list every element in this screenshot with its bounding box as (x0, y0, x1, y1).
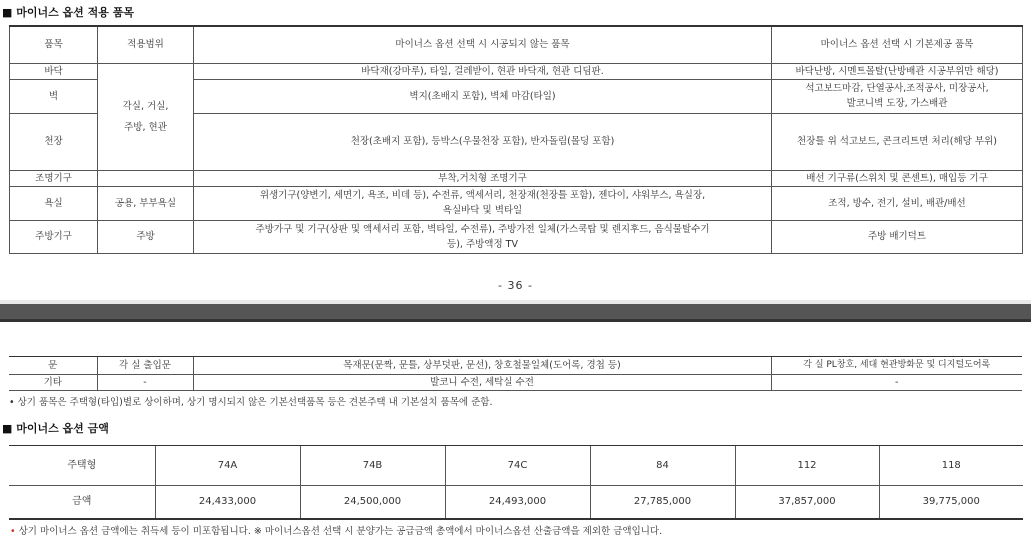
row-provided: 배선 기구류(스위치 및 콘센트), 매입등 기구 (772, 170, 1023, 186)
header-scope: 적용범위 (98, 26, 194, 63)
row-provided: 천장틀 위 석고보드, 콘크리트면 처리(해당 부위) (772, 113, 1023, 170)
header-unit-type: 주택형 (9, 446, 155, 486)
row-provided: 주방 배기덕트 (772, 220, 1023, 253)
price-footnote (10, 523, 662, 537)
table-row (9, 375, 1022, 391)
section-title-minus-option-items: ■ 마이너스 옵션 적용 품목 (2, 6, 134, 19)
row-item: 기타 (9, 375, 97, 391)
minus-option-items-table-continued (9, 356, 1022, 391)
row-provided: 바닥난방, 시멘트몰탈(난방배관 시공부위만 해당) (772, 63, 1023, 79)
amount-74a: 24,433,000 (155, 486, 300, 519)
amount-84: 27,785,000 (590, 486, 735, 519)
table-row (10, 220, 1023, 253)
table-row (10, 63, 1023, 79)
amount-74b: 24,500,000 (300, 486, 445, 519)
row-scope: 공용, 부부욕실 (98, 186, 194, 220)
price-row (9, 486, 1023, 519)
row-excluded: 벽지(초배지 포함), 벽체 마감(타일) (194, 79, 772, 113)
row-provided: 석고보드마감, 단열공사,조적공사, 미장공사, 발코니벽 도장, 가스배관 (772, 79, 1023, 113)
row-item: 문 (9, 357, 97, 375)
type-118: 118 (879, 446, 1023, 486)
row-provided: - (771, 375, 1022, 391)
type-84: 84 (590, 446, 735, 486)
section-title-minus-option-price: ■ 마이너스 옵션 금액 (2, 422, 109, 435)
table-header-row (10, 26, 1023, 63)
row-label-amount: 금액 (9, 486, 155, 519)
row-provided: 각 실 PL창호, 세대 현관방화문 및 디지털도어록 (771, 357, 1022, 375)
row-scope: - (97, 375, 193, 391)
table-row (10, 186, 1023, 220)
row-item: 주방기구 (10, 220, 98, 253)
row-excluded: 위생기구(양변기, 세면기, 욕조, 비데 등), 수전류, 액세서리, 천장재(천장틀 포함), 젠다이, 샤워부스, 욕실장, 욕실바닥 및 벽타일 (194, 186, 772, 220)
page-break-band (0, 304, 1031, 319)
row-provided: 조적, 방수, 전기, 설비, 배관/배선 (772, 186, 1023, 220)
row-excluded: 부착,거치형 조명기구 (194, 170, 772, 186)
header-item: 품목 (10, 26, 98, 63)
row-item: 바닥 (10, 63, 98, 79)
type-74c: 74C (445, 446, 590, 486)
table-row (9, 357, 1022, 375)
row-excluded: 목재문(문짝, 문틀, 상부덧판, 문선), 창호철물일체(도어록, 경첩 등) (193, 357, 771, 375)
row-scope: 각실, 거실, 주방, 현관 (98, 63, 194, 170)
type-112: 112 (735, 446, 879, 486)
row-item: 천장 (10, 113, 98, 170)
amount-74c: 24,493,000 (445, 486, 590, 519)
row-excluded: 발코니 수전, 세탁실 수전 (193, 375, 771, 391)
amount-118: 39,775,000 (879, 486, 1023, 519)
minus-option-items-table (9, 25, 1023, 254)
row-item: 조명기구 (10, 170, 98, 186)
type-74a: 74A (155, 446, 300, 486)
row-excluded: 천장(초배지 포함), 등박스(우물천장 포함), 반자돌림(몰딩 포함) (194, 113, 772, 170)
footnote-bullet: • (10, 526, 16, 537)
minus-option-price-table (9, 445, 1023, 520)
page-break-band-bottom (0, 319, 1031, 322)
price-header-row (9, 446, 1023, 486)
type-74b: 74B (300, 446, 445, 486)
header-excluded: 마이너스 옵션 선택 시 시공되지 않는 품목 (194, 26, 772, 63)
items-footnote: • 상기 품목은 주택형(타입)별로 상이하며, 상기 명시되지 않은 기본선택품목 등은 견본주택 내 기본설치 품목에 준함. (9, 397, 493, 408)
row-excluded: 바닥재(강마루), 타일, 걸레받이, 현관 바닥재, 현관 디딤판. (194, 63, 772, 79)
row-item: 벽 (10, 79, 98, 113)
table-row (10, 170, 1023, 186)
row-scope: 각 실 출입문 (97, 357, 193, 375)
row-scope (98, 170, 194, 186)
header-provided: 마이너스 옵션 선택 시 기본제공 품목 (772, 26, 1023, 63)
amount-112: 37,857,000 (735, 486, 879, 519)
footnote-text: 상기 마이너스 옵션 금액에는 취득세 등이 미포함됩니다. ※ 마이너스옵션 선택 시 분양가는 공급금액 총액에서 마이너스옵션 산출금액을 제외한 금액입니다. (15, 526, 663, 537)
page-number: - 36 - (498, 279, 533, 292)
row-item: 욕실 (10, 186, 98, 220)
row-excluded: 주방가구 및 기구(상판 및 액세서리 포함, 벽타일, 수전류), 주방가전 일체(가스쿡탑 및 렌지후드, 음식물탈수기 등), 주방액정 TV (194, 220, 772, 253)
row-scope: 주방 (98, 220, 194, 253)
